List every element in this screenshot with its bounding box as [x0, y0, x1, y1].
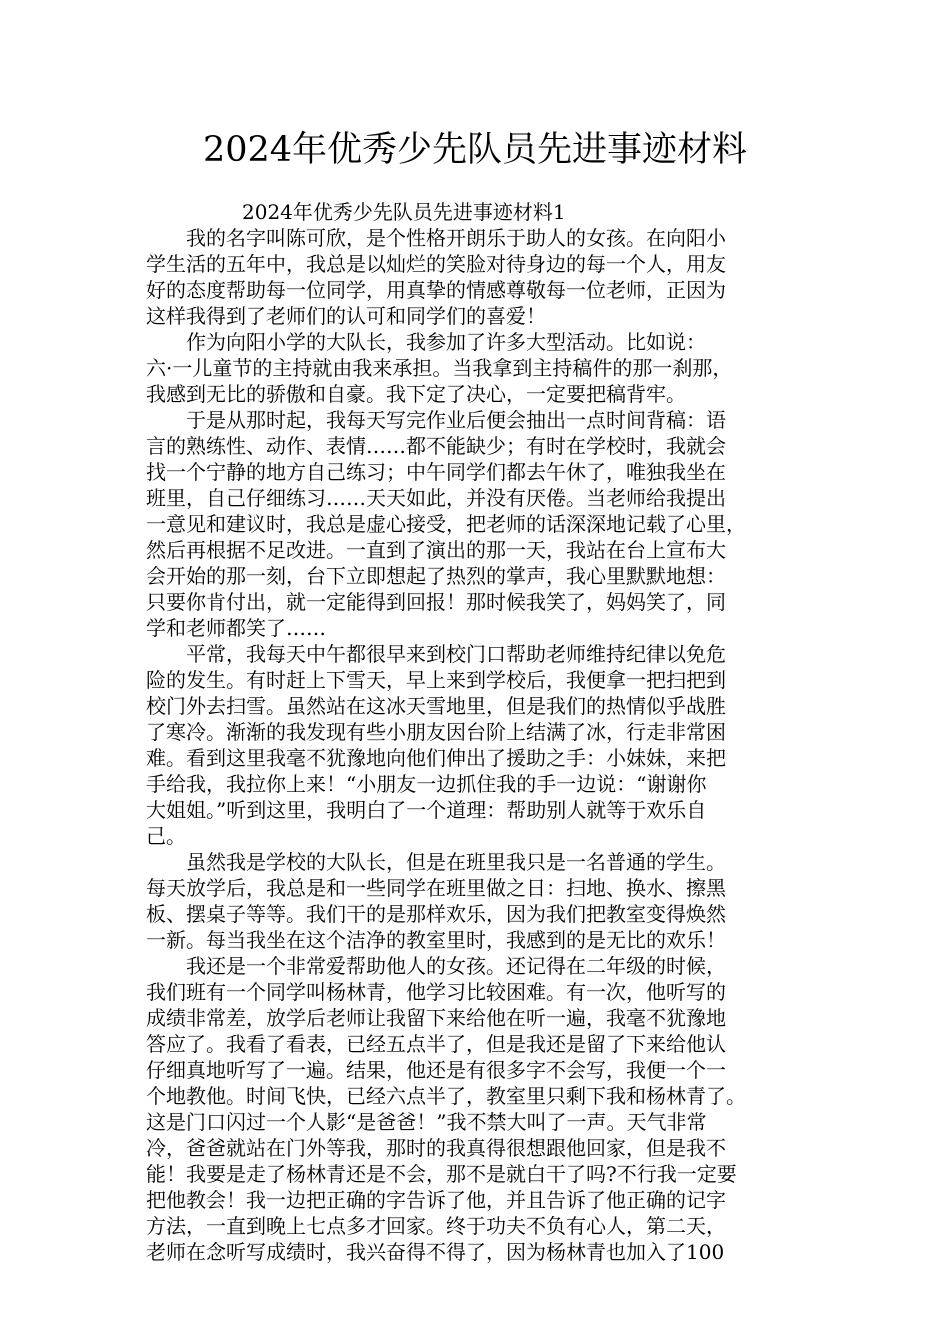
text-line: 好的态度帮助每一位同学，用真挚的情感尊敬每一位老师，正因为 — [146, 278, 726, 302]
text-line: 答应了。我看了看表，已经五点半了，但是我还是留了下来给他认 — [146, 1032, 726, 1056]
text-line: 于是从那时起，我每天写完作业后便会抽出一点时间背稿：语 — [146, 408, 726, 432]
text-line: 我感到无比的骄傲和自豪。我下定了决心，一定要把稿背牢。 — [146, 382, 686, 406]
text-line: 校门外去扫雪。虽然站在这冰天雪地里，但是我们的热情似乎战胜 — [146, 694, 726, 718]
text-line: 这是门口闪过一个人影“是爸爸！”我不禁大叫了一声。天气非常 — [146, 1110, 707, 1134]
text-line: 板、摆桌子等等。我们干的是那样欢乐，因为我们把教室变得焕然 — [146, 902, 726, 926]
text-line: 手给我，我拉你上来！“小朋友一边抓住我的手一边说：“谢谢你 — [146, 772, 707, 796]
text-line: 言的熟练性、动作、表情……都不能缺少；有时在学校时，我就会 — [146, 434, 726, 458]
section-subtitle: 2024年优秀少先队员先进事迹材料1 — [242, 200, 566, 224]
text-line: 只要你肯付出，就一定能得到回报！那时候我笑了，妈妈笑了，同 — [146, 590, 726, 614]
text-line: 一新。每当我坐在这个洁净的教室里时，我感到的是无比的欢乐！ — [146, 928, 726, 952]
text-line: 平常，我每天中午都很早来到校门口帮助老师维持纪律以免危 — [146, 642, 726, 666]
text-line: 仔细真地听写了一遍。结果，他还是有很多字不会写，我便一个一 — [146, 1058, 726, 1082]
text-line: 然后再根据不足改进。一直到了演出的那一天，我站在台上宣布大 — [146, 538, 726, 562]
document-body — [146, 199, 822, 1265]
text-line: 我还是一个非常爱帮助他人的女孩。还记得在二年级的时候， — [146, 954, 726, 978]
text-line: 己。 — [146, 824, 186, 848]
paragraph-6 — [146, 953, 822, 1265]
text-line: 险的发生。有时赶上下雪天，早上来到学校后，我便拿一把扫把到 — [146, 668, 726, 692]
text-line: 学和老师都笑了…… — [146, 616, 326, 640]
text-line: 了寒冷。渐渐的我发现有些小朋友因台阶上结满了冰，行走非常困 — [146, 720, 726, 744]
text-line: 能！我要是走了杨林青还是不会，那不是就白干了吗?不行我一定要 — [146, 1162, 737, 1186]
text-line: 大姐姐。”听到这里，我明白了一个道理：帮助别人就等于欢乐自 — [146, 798, 707, 822]
text-line: 个地教他。时间飞快，已经六点半了，教室里只剩下我和杨林青了。 — [146, 1084, 746, 1108]
text-line: 找一个宁静的地方自己练习；中午同学们都去午休了，唯独我坐在 — [146, 460, 726, 484]
paragraph-1 — [146, 225, 822, 329]
paragraph-4 — [146, 641, 822, 849]
text-line: 会开始的那一刻，台下立即想起了热烈的掌声，我心里默默地想： — [146, 564, 726, 588]
text-line: 成绩非常差，放学后老师让我留下来给他在听一遍，我毫不犹豫地 — [146, 1006, 726, 1030]
text-line: 六·一儿童节的主持就由我来承担。当我拿到主持稿件的那一刹那， — [146, 356, 733, 380]
text-line: 方法，一直到晚上七点多才回家。终于功夫不负有心人，第二天， — [146, 1214, 726, 1238]
text-line: 老师在念听写成绩时，我兴奋得不得了，因为杨林青也加入了100 — [146, 1240, 725, 1264]
text-line: 我们班有一个同学叫杨林青，他学习比较困难。有一次，他听写的 — [146, 980, 726, 1004]
text-line: 学生活的五年中，我总是以灿烂的笑脸对待身边的每一个人，用友 — [146, 252, 726, 276]
paragraph-3 — [146, 407, 822, 641]
text-line: 作为向阳小学的大队长，我参加了许多大型活动。比如说： — [146, 330, 706, 354]
text-line: 我的名字叫陈可欣，是个性格开朗乐于助人的女孩。在向阳小 — [146, 226, 726, 250]
text-line: 这样我得到了老师们的认可和同学们的喜爱！ — [146, 304, 546, 328]
text-line: 一意见和建议时，我总是虚心接受，把老师的话深深地记载了心里， — [146, 512, 746, 536]
text-line: 冷，爸爸就站在门外等我，那时的我真得很想跟他回家，但是我不 — [146, 1136, 726, 1160]
text-line: 难。看到这里我毫不犹豫地向他们伸出了援助之手：小妹妹，来把 — [146, 746, 726, 770]
text-line: 把他教会！我一边把正确的字告诉了他，并且告诉了他正确的记字 — [146, 1188, 726, 1212]
paragraph-5 — [146, 849, 822, 953]
text-line: 每天放学后，我总是和一些同学在班里做之日：扫地、换水、擦黑 — [146, 876, 726, 900]
paragraph-2 — [146, 329, 822, 407]
text-line: 虽然我是学校的大队长，但是在班里我只是一名普通的学生。 — [146, 850, 726, 874]
text-line: 班里，自己仔细练习……天天如此，并没有厌倦。当老师给我提出 — [146, 486, 726, 510]
document-title: 2024年优秀少先队员先进事迹材料 — [202, 130, 748, 170]
